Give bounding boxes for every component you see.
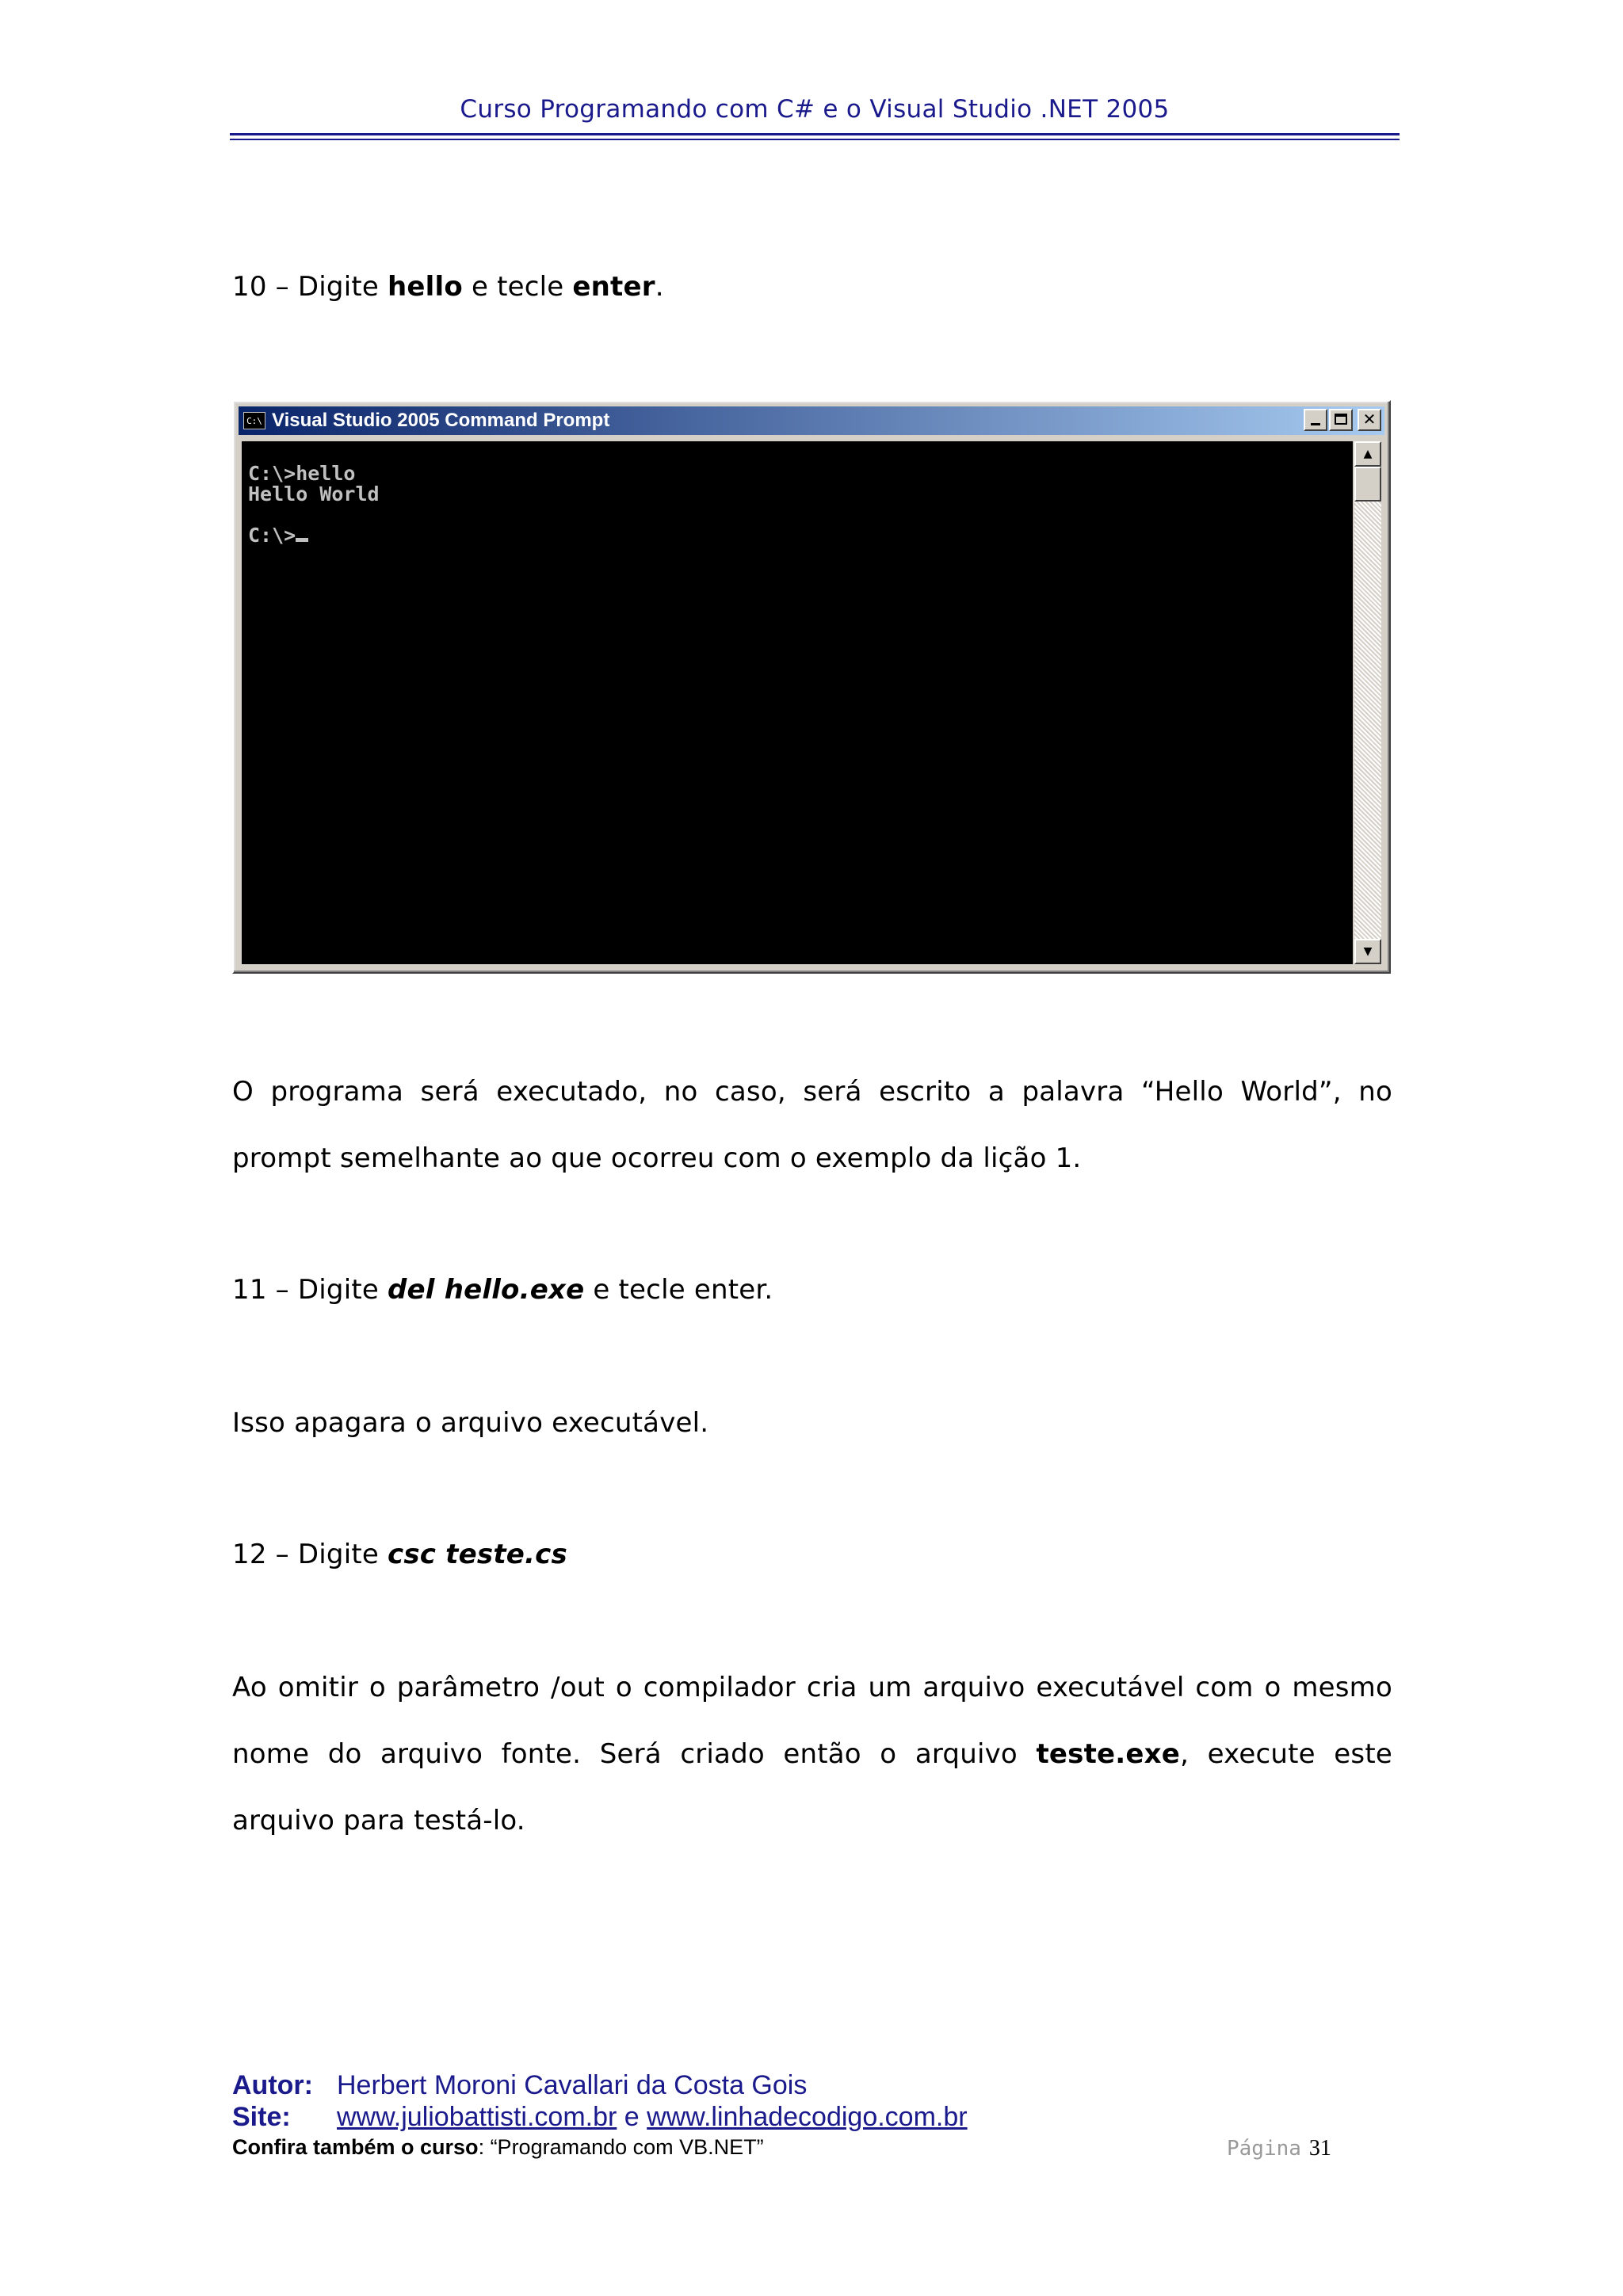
vertical-scrollbar[interactable]	[1354, 441, 1381, 964]
paragraph-program-executed	[232, 1058, 1392, 1192]
paragraph-3-line-2-pre: nome do arquivo fonte. Será criado então o arquivo	[232, 1738, 1037, 1770]
footer-site-link-juliobattisti[interactable]: www.juliobattisti.com.br	[337, 2102, 617, 2132]
console-app-icon: C:\	[243, 412, 265, 429]
step-10	[232, 254, 1392, 320]
step-11-command: del hello.exe	[388, 1274, 585, 1306]
step-12	[232, 1521, 1392, 1588]
footer-site-row	[232, 2101, 1397, 2133]
footer-note-rest: : “Programando com VB.NET”	[478, 2135, 764, 2159]
step-10-middle: e tecle	[462, 271, 573, 303]
scrollbar-thumb[interactable]	[1354, 467, 1381, 502]
maximize-button[interactable]	[1329, 409, 1353, 431]
step-11-suffix: e tecle enter.	[584, 1274, 773, 1306]
step-10-key: enter	[572, 271, 655, 303]
paragraph-3-line-1: Ao omitir o parâmetro /out o compilador cria um arquivo executável com o mesmo	[232, 1672, 1392, 1703]
command-prompt-window	[232, 400, 1391, 974]
console-line-4: C:\>	[248, 524, 296, 547]
step-10-prefix: 10 – Digite	[232, 271, 388, 303]
footer-author-name: Herbert Moroni Cavallari da Costa Gois	[337, 2070, 808, 2100]
step-11	[232, 1257, 1392, 1323]
page-footer	[232, 2069, 1397, 2161]
console-line-1: C:\>hello	[248, 462, 356, 485]
footer-author-row	[232, 2069, 1397, 2101]
paragraph-omit-out-parameter	[232, 1654, 1392, 1854]
console-text	[248, 463, 380, 546]
header-rule	[230, 133, 1400, 140]
paragraph-delete-executable: Isso apagara o arquivo executável.	[232, 1407, 709, 1439]
footer-note-bold: Confira também o curso	[232, 2135, 479, 2159]
page-header-title: Curso Programando com C# e o Visual Studio .NET 2005	[460, 95, 1170, 124]
scroll-down-arrow-icon[interactable]: ▼	[1354, 939, 1381, 964]
paragraph-1-line-2: prompt semelhante ao que ocorreu com o exemplo da lição 1.	[232, 1142, 1082, 1174]
paragraph-1-line-1: O programa será executado, no caso, será escrito a palavra “Hello World”, no	[232, 1076, 1392, 1108]
step-12-prefix: 12 – Digite	[232, 1539, 388, 1570]
minimize-button[interactable]	[1304, 409, 1327, 431]
paragraph-3-line-3: arquivo para testá-lo.	[232, 1805, 525, 1836]
page-number	[1227, 2136, 1331, 2161]
console-line-2: Hello World	[248, 482, 380, 505]
paragraph-3-line-2-post: , execute este	[1180, 1738, 1392, 1770]
footer-course-note	[232, 2133, 1397, 2161]
footer-author-label: Autor:	[232, 2070, 313, 2100]
close-button[interactable]: ✕	[1358, 409, 1381, 431]
page-number-value: 31	[1308, 2136, 1331, 2161]
paragraph-3-line-2	[232, 1721, 1392, 1787]
footer-site-link-linhadecodigo[interactable]: www.linhadecodigo.com.br	[647, 2102, 968, 2132]
step-10-command: hello	[388, 271, 463, 303]
console-output-area[interactable]	[242, 441, 1353, 964]
step-10-suffix: .	[655, 271, 664, 303]
console-cursor	[296, 538, 308, 542]
scroll-up-arrow-icon[interactable]: ▲	[1354, 441, 1381, 467]
footer-site-label: Site:	[232, 2102, 291, 2132]
paragraph-3-filename: teste.exe	[1036, 1738, 1181, 1770]
command-prompt-title: Visual Studio 2005 Command Prompt	[272, 410, 610, 431]
footer-site-joiner: e	[617, 2102, 647, 2132]
step-11-prefix: 11 – Digite	[232, 1274, 388, 1306]
window-controls	[1304, 409, 1381, 431]
step-12-command: csc teste.cs	[388, 1539, 567, 1570]
page-label: Página	[1227, 2137, 1301, 2161]
command-prompt-titlebar	[239, 406, 1384, 435]
